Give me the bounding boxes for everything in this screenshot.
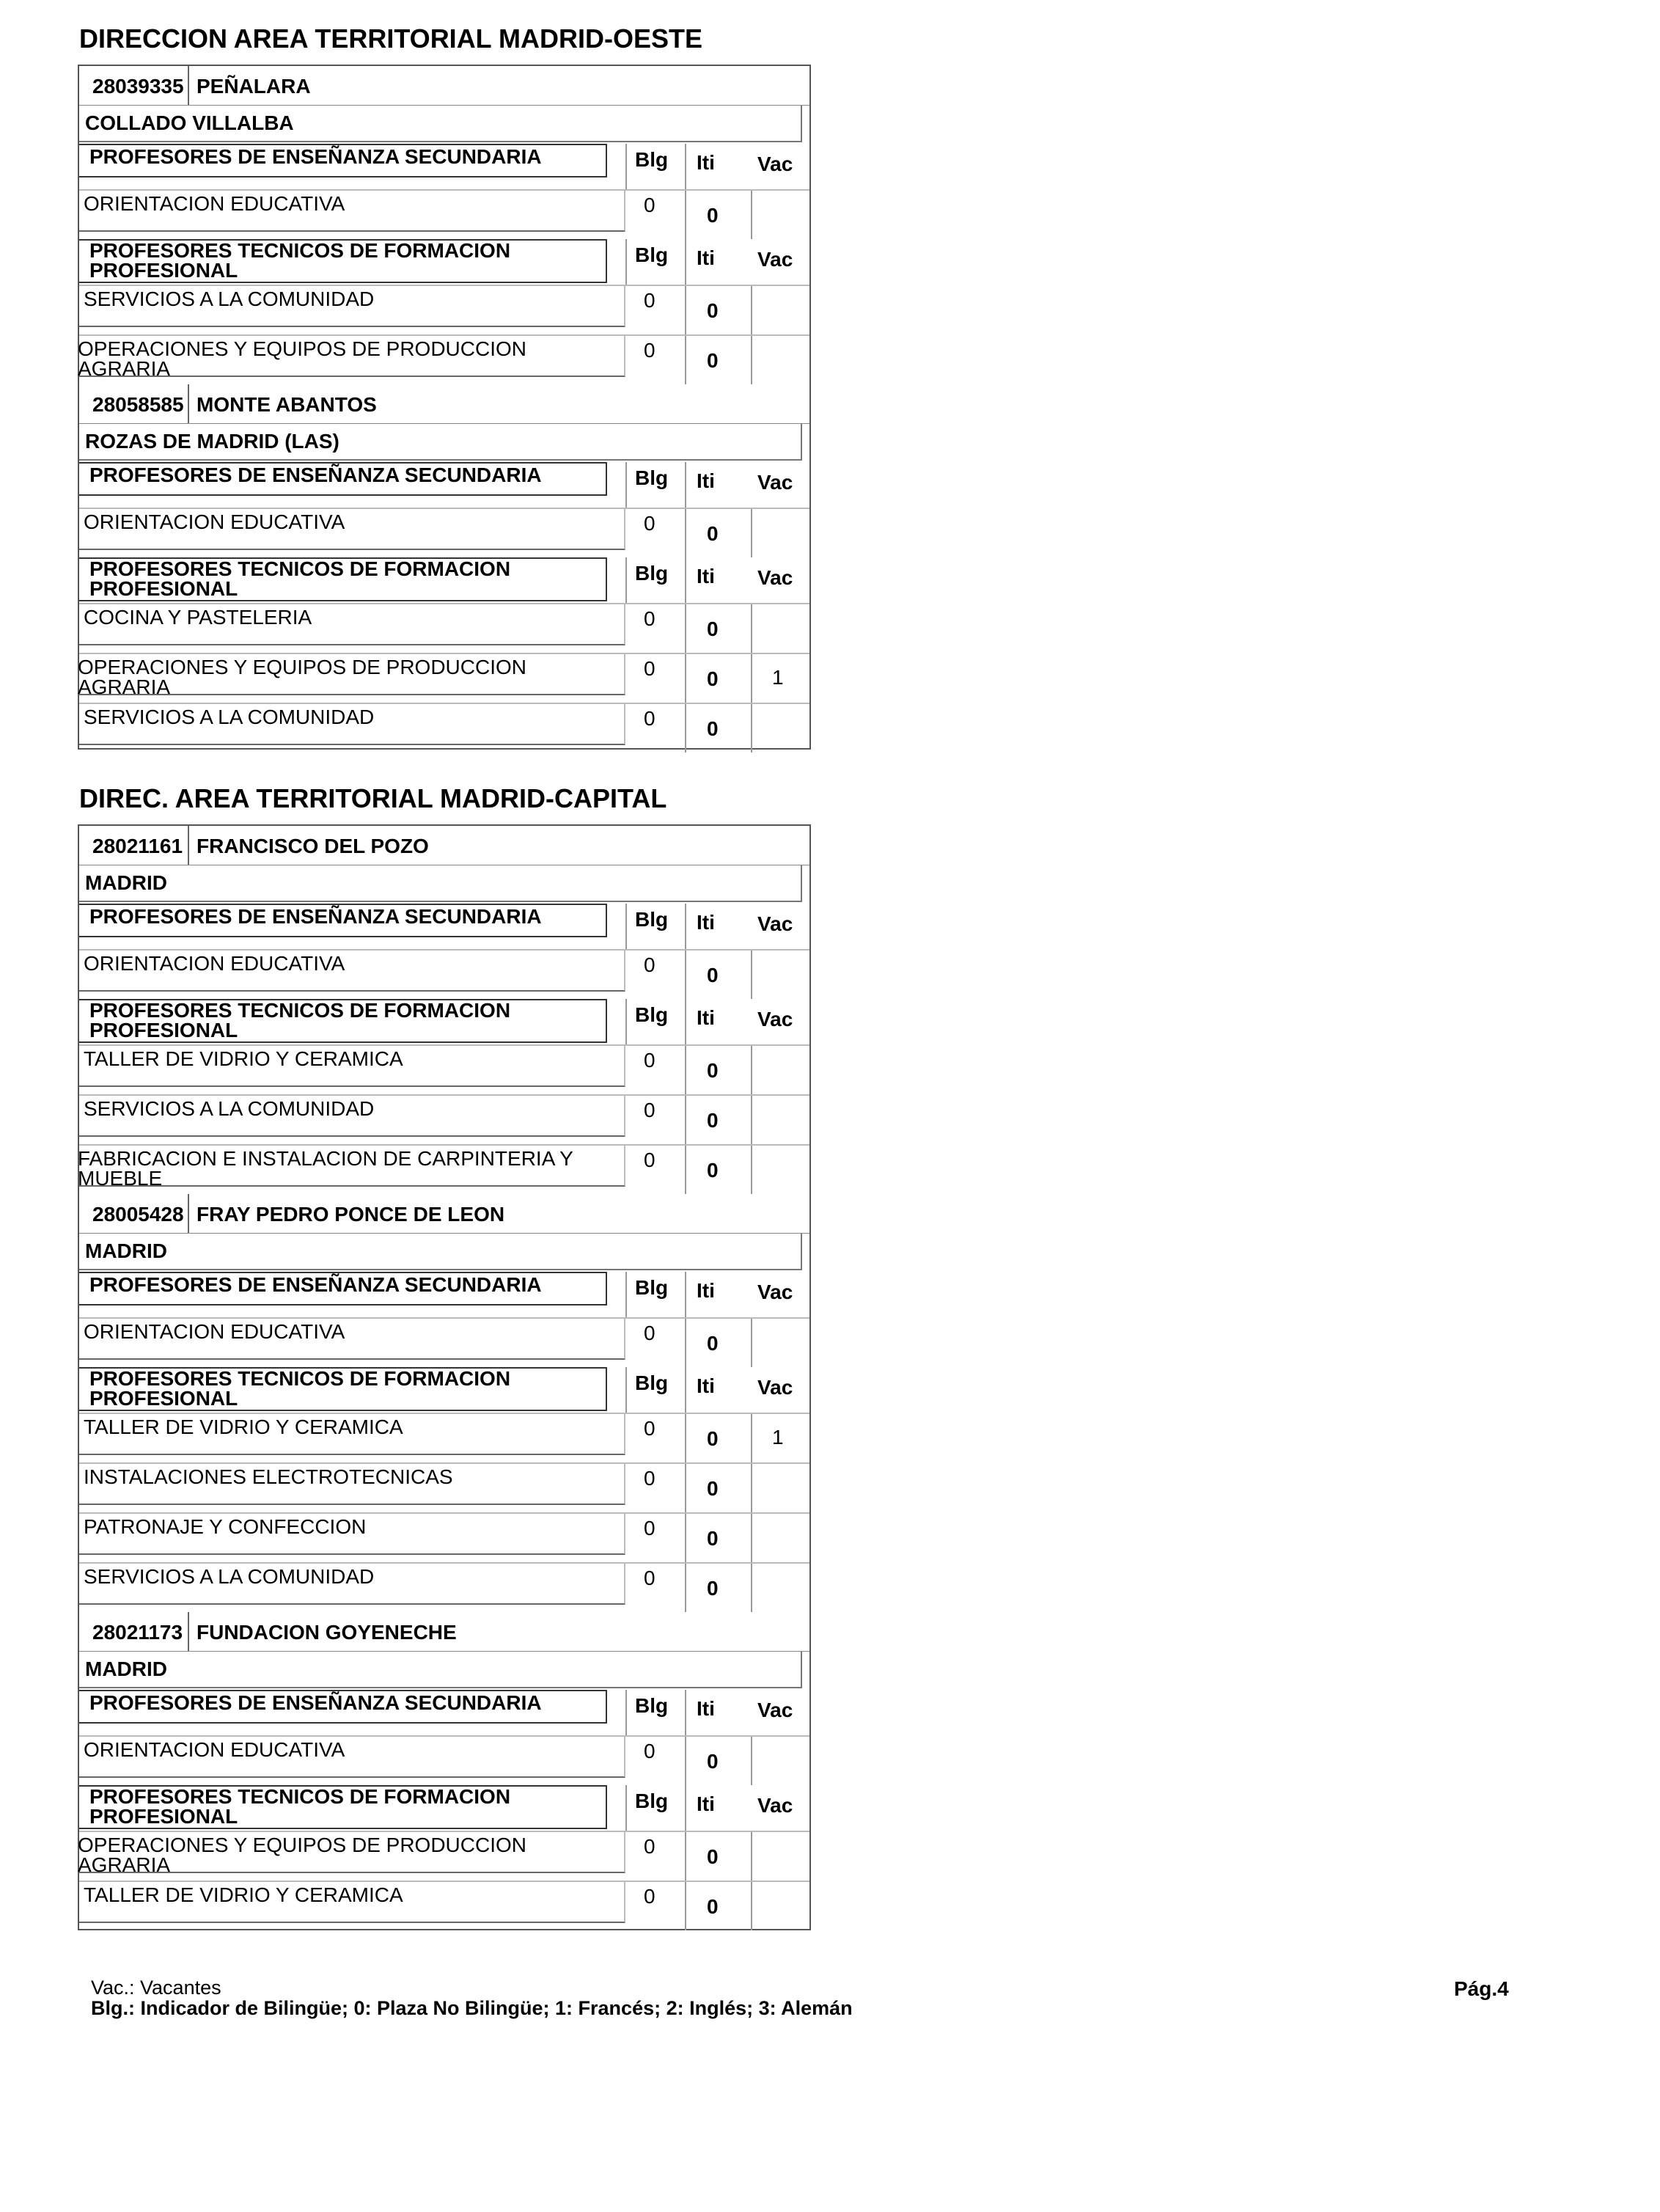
column-divider xyxy=(625,1367,627,1413)
col-header-blg: Blg xyxy=(635,148,669,171)
blg-value: 0 xyxy=(644,707,655,730)
blg-value: 0 xyxy=(644,953,655,976)
center-code: 28005428 xyxy=(92,1203,184,1226)
specialty-name: OPERACIONES Y EQUIPOS DE PRODUCCION AGRARIA xyxy=(78,1834,526,1876)
column-divider xyxy=(685,1514,686,1562)
category-label: PROFESORES DE ENSEÑANZA SECUNDARIA xyxy=(89,905,542,928)
category-label: PROFESORES DE ENSEÑANZA SECUNDARIA xyxy=(89,1273,542,1296)
column-divider xyxy=(685,286,686,334)
table-row xyxy=(79,603,809,653)
column-divider xyxy=(685,1737,686,1785)
iti-value: 0 xyxy=(707,1059,719,1082)
region-table xyxy=(78,65,811,750)
category-header xyxy=(79,999,809,1044)
iti-value: 0 xyxy=(707,1109,719,1132)
column-divider xyxy=(751,191,752,239)
specialty-name: SERVICIOS A LA COMUNIDAD xyxy=(84,288,375,310)
specialty-name: FABRICACION E INSTALACION DE CARPINTERIA Y MUEBLE xyxy=(78,1147,573,1190)
table-row xyxy=(79,1512,809,1562)
iti-value: 0 xyxy=(707,1159,719,1182)
col-header-blg: Blg xyxy=(635,1003,669,1026)
blg-value: 0 xyxy=(644,1740,655,1762)
col-header-blg: Blg xyxy=(635,466,669,489)
category-header xyxy=(79,462,809,508)
category-header xyxy=(79,904,809,949)
specialty-name: ORIENTACION EDUCATIVA xyxy=(84,510,345,533)
category-header xyxy=(79,1272,809,1317)
table-row xyxy=(79,1317,809,1367)
col-header-vac: Vac xyxy=(757,566,793,589)
center-header xyxy=(79,1194,809,1234)
column-divider xyxy=(685,1319,686,1367)
region-table xyxy=(78,824,811,1930)
specialty-name: OPERACIONES Y EQUIPOS DE PRODUCCION AGRARIA xyxy=(78,337,526,380)
iti-value: 0 xyxy=(707,717,719,740)
category-header xyxy=(79,1690,809,1735)
region-title: DIRECCION AREA TERRITORIAL MADRID-OESTE xyxy=(79,23,703,54)
col-header-blg: Blg xyxy=(635,243,669,266)
code-separator xyxy=(188,384,189,423)
region-title: DIREC. AREA TERRITORIAL MADRID-CAPITAL xyxy=(79,783,667,813)
column-divider xyxy=(685,557,686,603)
column-divider xyxy=(625,1690,627,1735)
col-header-iti: Iti xyxy=(697,469,715,492)
blg-value: 0 xyxy=(644,1517,655,1539)
column-divider xyxy=(751,1414,752,1462)
col-header-vac: Vac xyxy=(757,912,793,935)
column-divider xyxy=(625,904,627,949)
locality-name: MADRID xyxy=(85,1239,167,1262)
blg-value: 0 xyxy=(644,289,655,312)
col-header-iti: Iti xyxy=(697,1006,715,1029)
category-label: PROFESORES TECNICOS DE FORMACION PROFESIONAL xyxy=(89,1785,511,1828)
locality-row xyxy=(79,106,809,144)
iti-value: 0 xyxy=(707,1477,719,1500)
iti-value: 0 xyxy=(707,1332,719,1355)
blg-value: 0 xyxy=(644,1049,655,1072)
column-divider xyxy=(685,1832,686,1880)
table-row xyxy=(79,334,809,384)
column-divider xyxy=(685,704,686,752)
locality-row xyxy=(79,1234,809,1272)
blg-value: 0 xyxy=(644,1322,655,1344)
category-header xyxy=(79,239,809,285)
table-row xyxy=(79,1880,809,1930)
table-row xyxy=(79,1735,809,1785)
center-header xyxy=(79,66,809,106)
column-divider xyxy=(751,509,752,557)
code-separator xyxy=(188,1612,189,1651)
iti-value: 0 xyxy=(707,349,719,372)
column-divider xyxy=(751,604,752,653)
category-label: PROFESORES DE ENSEÑANZA SECUNDARIA xyxy=(89,1691,542,1714)
col-header-iti: Iti xyxy=(697,1374,715,1397)
column-divider xyxy=(685,1464,686,1512)
blg-value: 0 xyxy=(644,1417,655,1440)
col-header-blg: Blg xyxy=(635,1276,669,1299)
page-number: Pág.4 xyxy=(1454,1977,1509,2000)
col-header-vac: Vac xyxy=(757,248,793,271)
table-row xyxy=(79,1831,809,1880)
column-divider xyxy=(685,904,686,949)
column-divider xyxy=(685,239,686,285)
col-header-vac: Vac xyxy=(757,471,793,494)
col-header-iti: Iti xyxy=(697,911,715,934)
column-divider xyxy=(625,1785,627,1831)
locality-name: ROZAS DE MADRID (LAS) xyxy=(85,430,339,453)
col-header-vac: Vac xyxy=(757,1281,793,1303)
column-divider xyxy=(751,1737,752,1785)
blg-value: 0 xyxy=(644,194,655,216)
iti-value: 0 xyxy=(707,667,719,690)
center-header xyxy=(79,826,809,865)
table-row xyxy=(79,285,809,334)
category-label: PROFESORES TECNICOS DE FORMACION PROFESIONAL xyxy=(89,1367,511,1410)
specialty-name: SERVICIOS A LA COMUNIDAD xyxy=(84,706,375,728)
legend-vacantes: Vac.: Vacantes xyxy=(91,1977,221,1999)
blg-value: 0 xyxy=(644,1835,655,1858)
category-label: PROFESORES TECNICOS DE FORMACION PROFESIONAL xyxy=(89,999,511,1041)
center-name: FRANCISCO DEL POZO xyxy=(197,835,429,857)
col-header-blg: Blg xyxy=(635,1371,669,1394)
column-divider xyxy=(625,462,627,508)
iti-value: 0 xyxy=(707,964,719,986)
locality-box xyxy=(79,1234,802,1270)
center-name: FRAY PEDRO PONCE DE LEON xyxy=(197,1203,505,1226)
center-name: FUNDACION GOYENECHE xyxy=(197,1621,457,1644)
locality-row xyxy=(79,424,809,462)
vac-value: 1 xyxy=(772,666,784,689)
column-divider xyxy=(751,1146,752,1194)
locality-name: MADRID xyxy=(85,871,167,894)
column-divider xyxy=(685,1146,686,1194)
col-header-vac: Vac xyxy=(757,1376,793,1399)
col-header-blg: Blg xyxy=(635,908,669,931)
locality-box xyxy=(79,865,802,902)
col-header-vac: Vac xyxy=(757,153,793,175)
column-divider xyxy=(685,1690,686,1735)
iti-value: 0 xyxy=(707,618,719,640)
column-divider xyxy=(685,654,686,703)
column-divider xyxy=(685,1564,686,1612)
column-divider xyxy=(685,1414,686,1462)
column-divider xyxy=(685,191,686,239)
column-divider xyxy=(685,999,686,1044)
column-divider xyxy=(751,1564,752,1612)
table-row xyxy=(79,1413,809,1462)
col-header-vac: Vac xyxy=(757,1699,793,1721)
center-name: PEÑALARA xyxy=(197,75,311,98)
col-header-iti: Iti xyxy=(697,565,715,587)
specialty-name: TALLER DE VIDRIO Y CERAMICA xyxy=(84,1047,403,1070)
iti-value: 0 xyxy=(707,299,719,322)
blg-value: 0 xyxy=(644,657,655,680)
col-header-iti: Iti xyxy=(697,1792,715,1815)
col-header-iti: Iti xyxy=(697,1697,715,1720)
blg-value: 0 xyxy=(644,1467,655,1490)
table-row xyxy=(79,949,809,999)
column-divider xyxy=(751,1832,752,1880)
column-divider xyxy=(625,557,627,603)
blg-value: 0 xyxy=(644,339,655,362)
column-divider xyxy=(625,239,627,285)
col-header-vac: Vac xyxy=(757,1794,793,1817)
category-header xyxy=(79,557,809,603)
specialty-name: TALLER DE VIDRIO Y CERAMICA xyxy=(84,1883,403,1906)
column-divider xyxy=(685,1272,686,1317)
category-header xyxy=(79,144,809,189)
column-divider xyxy=(685,1046,686,1094)
iti-value: 0 xyxy=(707,1527,719,1550)
column-divider xyxy=(751,1464,752,1512)
category-label: PROFESORES TECNICOS DE FORMACION PROFESIONAL xyxy=(89,239,511,282)
locality-row xyxy=(79,1652,809,1690)
col-header-iti: Iti xyxy=(697,151,715,174)
table-row xyxy=(79,1144,809,1194)
code-separator xyxy=(188,1194,189,1233)
specialty-name: TALLER DE VIDRIO Y CERAMICA xyxy=(84,1416,403,1438)
table-row xyxy=(79,1462,809,1512)
column-divider xyxy=(685,509,686,557)
category-label: PROFESORES TECNICOS DE FORMACION PROFESIONAL xyxy=(89,557,511,600)
table-row xyxy=(79,1044,809,1094)
center-header xyxy=(79,1612,809,1652)
legend-bilingue: Blg.: Indicador de Bilingüe; 0: Plaza No Bilingüe; 1: Francés; 2: Inglés; 3: Alemán xyxy=(91,1997,853,2019)
center-code: 28021161 xyxy=(92,835,183,857)
region-madrid-oeste xyxy=(0,23,880,750)
category-header xyxy=(79,1785,809,1831)
specialty-name: ORIENTACION EDUCATIVA xyxy=(84,1320,345,1343)
col-header-blg: Blg xyxy=(635,562,669,585)
category-header xyxy=(79,1367,809,1413)
table-row xyxy=(79,1562,809,1612)
locality-name: COLLADO VILLALBA xyxy=(85,111,294,134)
column-divider xyxy=(625,1272,627,1317)
blg-value: 0 xyxy=(644,1099,655,1121)
iti-value: 0 xyxy=(707,1845,719,1868)
column-divider xyxy=(751,704,752,752)
footer-legend xyxy=(91,1977,897,2018)
specialty-name: OPERACIONES Y EQUIPOS DE PRODUCCION AGRARIA xyxy=(78,656,526,698)
center-name: MONTE ABANTOS xyxy=(197,393,377,416)
column-divider xyxy=(685,1367,686,1413)
column-divider xyxy=(685,462,686,508)
blg-value: 0 xyxy=(644,512,655,535)
blg-value: 0 xyxy=(644,1567,655,1589)
iti-value: 0 xyxy=(707,1577,719,1600)
blg-value: 0 xyxy=(644,1885,655,1908)
column-divider xyxy=(751,654,752,703)
locality-row xyxy=(79,865,809,904)
iti-value: 0 xyxy=(707,204,719,227)
column-divider xyxy=(751,1046,752,1094)
specialty-name: SERVICIOS A LA COMUNIDAD xyxy=(84,1097,375,1120)
column-divider xyxy=(751,1096,752,1144)
column-divider xyxy=(751,286,752,334)
code-separator xyxy=(188,66,189,105)
vac-value: 1 xyxy=(772,1426,784,1449)
center-code: 28058585 xyxy=(92,393,184,416)
iti-value: 0 xyxy=(707,522,719,545)
column-divider xyxy=(751,336,752,384)
specialty-name: INSTALACIONES ELECTROTECNICAS xyxy=(84,1465,453,1488)
specialty-name: ORIENTACION EDUCATIVA xyxy=(84,952,345,975)
specialty-name: SERVICIOS A LA COMUNIDAD xyxy=(84,1565,375,1588)
category-label: PROFESORES DE ENSEÑANZA SECUNDARIA xyxy=(89,464,542,486)
region-madrid-capital xyxy=(0,783,880,1930)
iti-value: 0 xyxy=(707,1750,719,1773)
iti-value: 0 xyxy=(707,1895,719,1918)
table-row xyxy=(79,703,809,752)
specialty-name: ORIENTACION EDUCATIVA xyxy=(84,1738,345,1761)
specialty-name: COCINA Y PASTELERIA xyxy=(84,606,312,629)
table-row xyxy=(79,1094,809,1144)
center-code: 28021173 xyxy=(92,1621,183,1644)
blg-value: 0 xyxy=(644,1149,655,1171)
blg-value: 0 xyxy=(644,607,655,630)
col-header-blg: Blg xyxy=(635,1694,669,1717)
center-code: 28039335 xyxy=(92,75,184,98)
column-divider xyxy=(685,336,686,384)
column-divider xyxy=(751,1319,752,1367)
code-separator xyxy=(188,826,189,865)
column-divider xyxy=(685,1096,686,1144)
table-row xyxy=(79,189,809,239)
column-divider xyxy=(625,144,627,189)
column-divider xyxy=(685,1785,686,1831)
column-divider xyxy=(751,1882,752,1930)
column-divider xyxy=(685,1882,686,1930)
locality-box xyxy=(79,1652,802,1688)
locality-name: MADRID xyxy=(85,1658,167,1680)
column-divider xyxy=(685,604,686,653)
iti-value: 0 xyxy=(707,1427,719,1450)
column-divider xyxy=(751,951,752,999)
specialty-name: ORIENTACION EDUCATIVA xyxy=(84,192,345,215)
specialty-name: PATRONAJE Y CONFECCION xyxy=(84,1515,367,1538)
table-row xyxy=(79,508,809,557)
category-label: PROFESORES DE ENSEÑANZA SECUNDARIA xyxy=(89,145,542,168)
column-divider xyxy=(685,144,686,189)
table-row xyxy=(79,653,809,703)
column-divider xyxy=(751,1514,752,1562)
col-header-vac: Vac xyxy=(757,1008,793,1030)
col-header-blg: Blg xyxy=(635,1790,669,1812)
column-divider xyxy=(625,999,627,1044)
column-divider xyxy=(685,951,686,999)
col-header-iti: Iti xyxy=(697,1279,715,1302)
col-header-iti: Iti xyxy=(697,246,715,269)
center-header xyxy=(79,384,809,424)
